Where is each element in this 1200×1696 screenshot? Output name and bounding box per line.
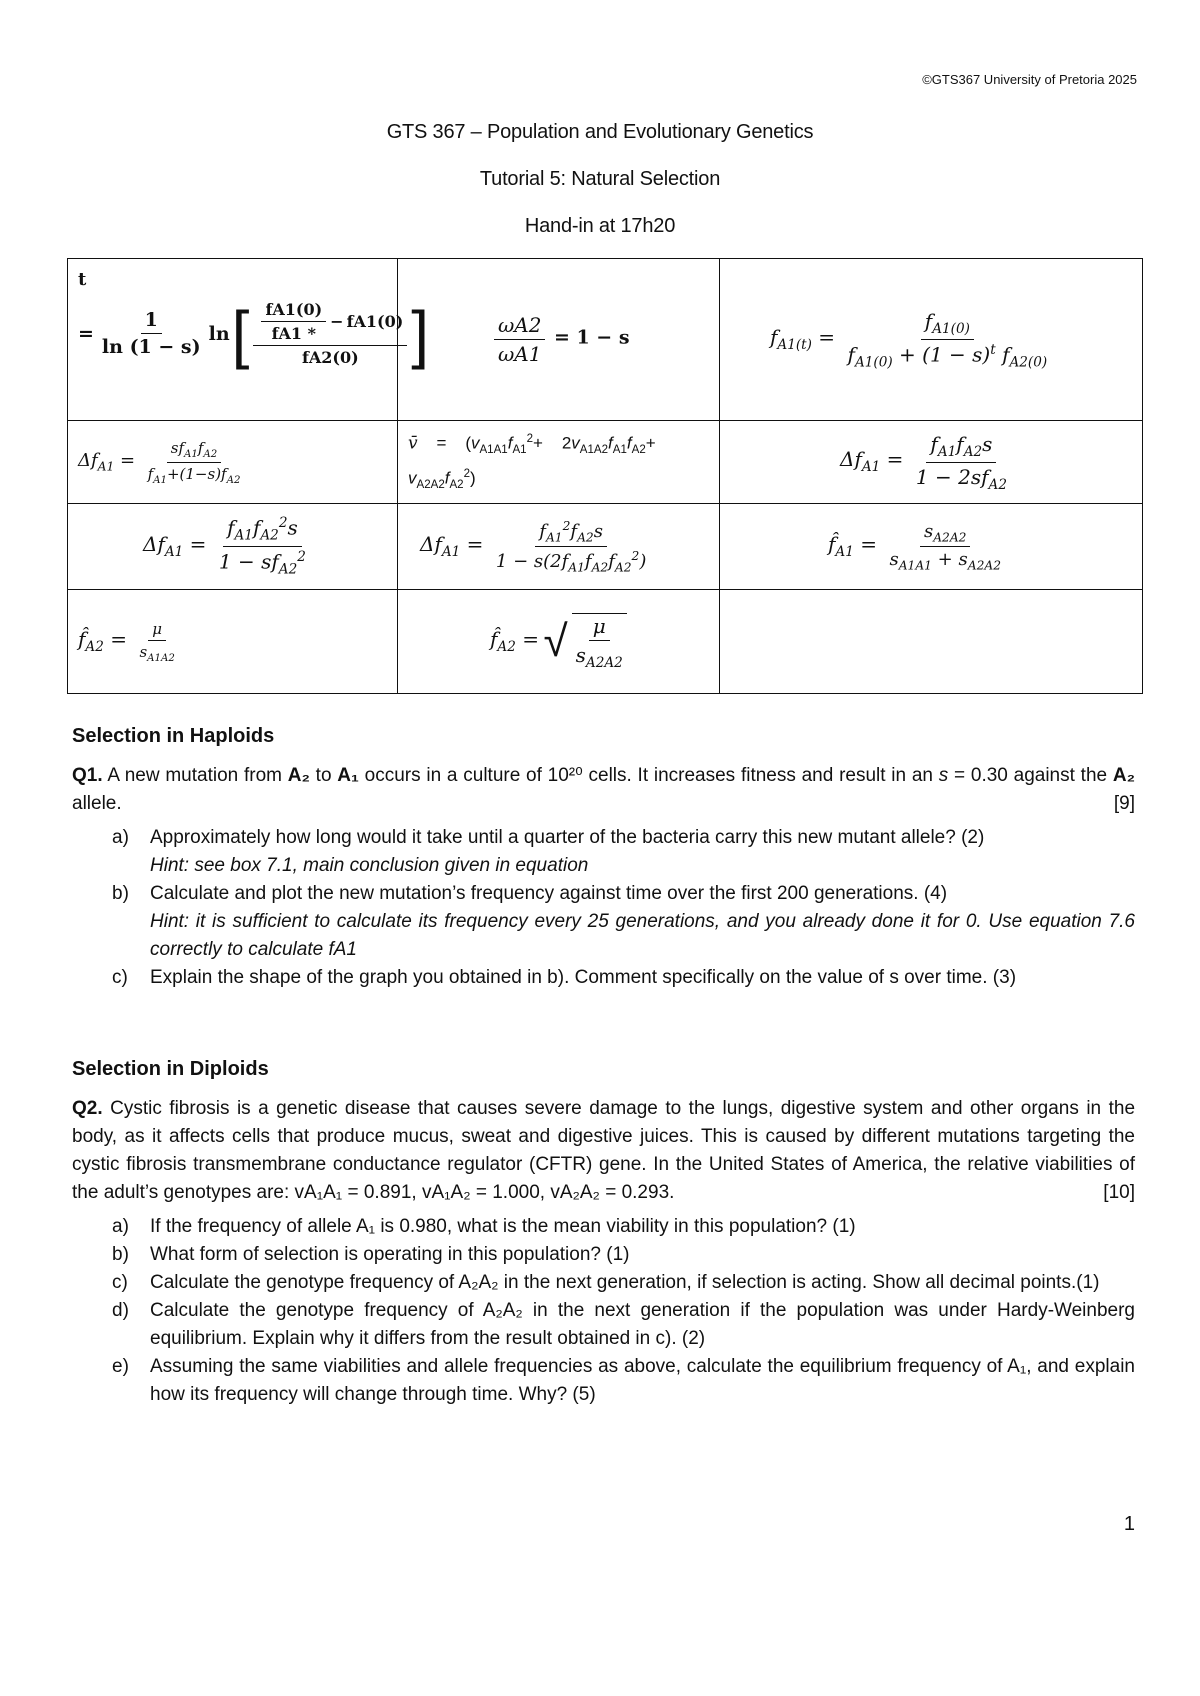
formula-delta-recessive: $\Delta f_{A1}$ = $\frac{f_{A1}f_{A2}^2s}{1 - sf_{A2}^2}$ [68,504,398,590]
formula-time-to-frequency: t = $\frac{1}{\ln (1 - s)}$ ln [ $\frac{fA1(0)}{fA1 *}$ − fA1(0) fA2(0) ] [68,259,398,421]
section-heading-haploids: Selection in Haploids [72,725,275,747]
diploids-section [72,1055,1135,1409]
copyright-notice: ©GTS367 University of Pretoria 2025 [922,72,1137,87]
page-number: 1 [1123,1513,1135,1535]
formula-delta-dominant: $\Delta f_{A1}$ = $\frac{f_{A1}f_{A2}s}{1 - 2sf_{A2}}$ [720,421,1143,504]
list-item: c) Explain the shape of the graph you obtained in b). Comment specifically on the value of s over time. (3) [112,967,1017,988]
list-item: c) Calculate the genotype frequency of A₂A₂ in the next generation, if selection is acting. Show all decimal points.(1) [112,1272,1100,1293]
formula-mutation-selection-recessive: $f̂_{A2}$ = √ $\frac{\mu}{s_{A2A2}}$ [398,590,720,694]
q2-subquestions [72,1213,1135,1409]
q2-marks: [10] [1103,1182,1135,1203]
formula-table [67,258,1143,694]
formula-mutation-selection-dominant: $f̂_{A2}$ = $\frac{\mu}{s_{A1A2}}$ [68,590,398,694]
section-heading-diploids: Selection in Diploids [72,1058,269,1080]
q1-marks: [9] [1113,793,1135,814]
tutorial-title: Tutorial 5: Natural Selection [479,168,721,190]
formula-relative-fitness: $\frac{\omega A2}{\omega A1}$ = 1 − s [398,259,720,421]
formula-delta-codominant: $\Delta f_{A1}$ = $\frac{f_{A1}^2f_{A2}s}{1 - s(2f_{A1}f_{A2}f_{A2}^2)}$ [398,504,720,590]
formula-delta-haploid: $\Delta f_{A1}$ = $\frac{sf_{A1}f_{A2}}{f_{A1}+(1-s)f_{A2}}$ [68,421,398,504]
q2-statement: Q2. Cystic fibrosis is a genetic disease that causes severe damage to the lungs, digestive system and other organs in the body, as it affects cells that produce mucus, sweat and digestive juices. This is caused by different mutations targeting the cystic fibrosis transmembrane conductance regulator (CFTR) gene. In the United States of America, the relative viabilities of the adult’s genotypes are: vA₁A₁ = 0.891, vA₁A₂ = 1.000, vA₂A₂ = 0.293. [10] [72,1095,1135,1207]
list-item: a) Approximately how long would it take until a quarter of the bacteria carry this new mutant allele? (2) Hint: see box 7.1, main conclusion given in equation [112,827,985,876]
q1-subquestions [72,824,1135,992]
haploids-section [72,722,1135,992]
list-item: d) Calculate the genotype frequency of A₂A₂ in the next generation if the population was under Hardy-Weinberg equilibrium. Explain why it differs from the result obtained in c). (2) [112,1300,1135,1349]
course-title: GTS 367 – Population and Evolutionary Genetics [386,121,814,143]
list-item: a) If the frequency of allele A₁ is 0.980, what is the mean viability in this population? (1) [112,1216,856,1237]
formula-empty-cell [720,590,1143,694]
list-item: b) What form of selection is operating in this population? (1) [112,1244,630,1265]
handin-time: Hand-in at 17h20 [524,215,676,237]
formula-mean-viability: v̄ = ($v_{A1A1}f_{A1}^2+$ $2v_{A1A2}f_{A1}f_{A2}+$ $v_{A2A2}f_{A2}^2$) [398,421,720,504]
list-item: e) Assuming the same viabilities and allele frequencies as above, calculate the equilibrium frequency of A₁, and explain how its frequency will change through time. Why? (5) [112,1356,1135,1405]
list-item: b) Calculate and plot the new mutation’s frequency against time over the first 200 generations. (4) Hint: it is sufficient to calculate its frequency every 25 generations, and you already done it for 0. Use equation 7.6 correctly to calculate fA1 [112,883,1135,960]
formula-equilibrium-overdominance: $f̂_{A1}$ = $\frac{s_{A2A2}}{s_{A1A1} + s_{A2A2}}$ [720,504,1143,590]
formula-frequency-over-time: $f_{A1(t)}$ = $\frac{f_{A1(0)}}{f_{A1(0)} + (1 - s)^t f_{A2(0)}}$ [720,259,1143,421]
q1-statement: Q1. A new mutation from A₂ to A₁ occurs in a culture of 10²⁰ cells. It increases fitness and result in an s = 0.30 against the A₂ allele. [9] [72,762,1135,818]
